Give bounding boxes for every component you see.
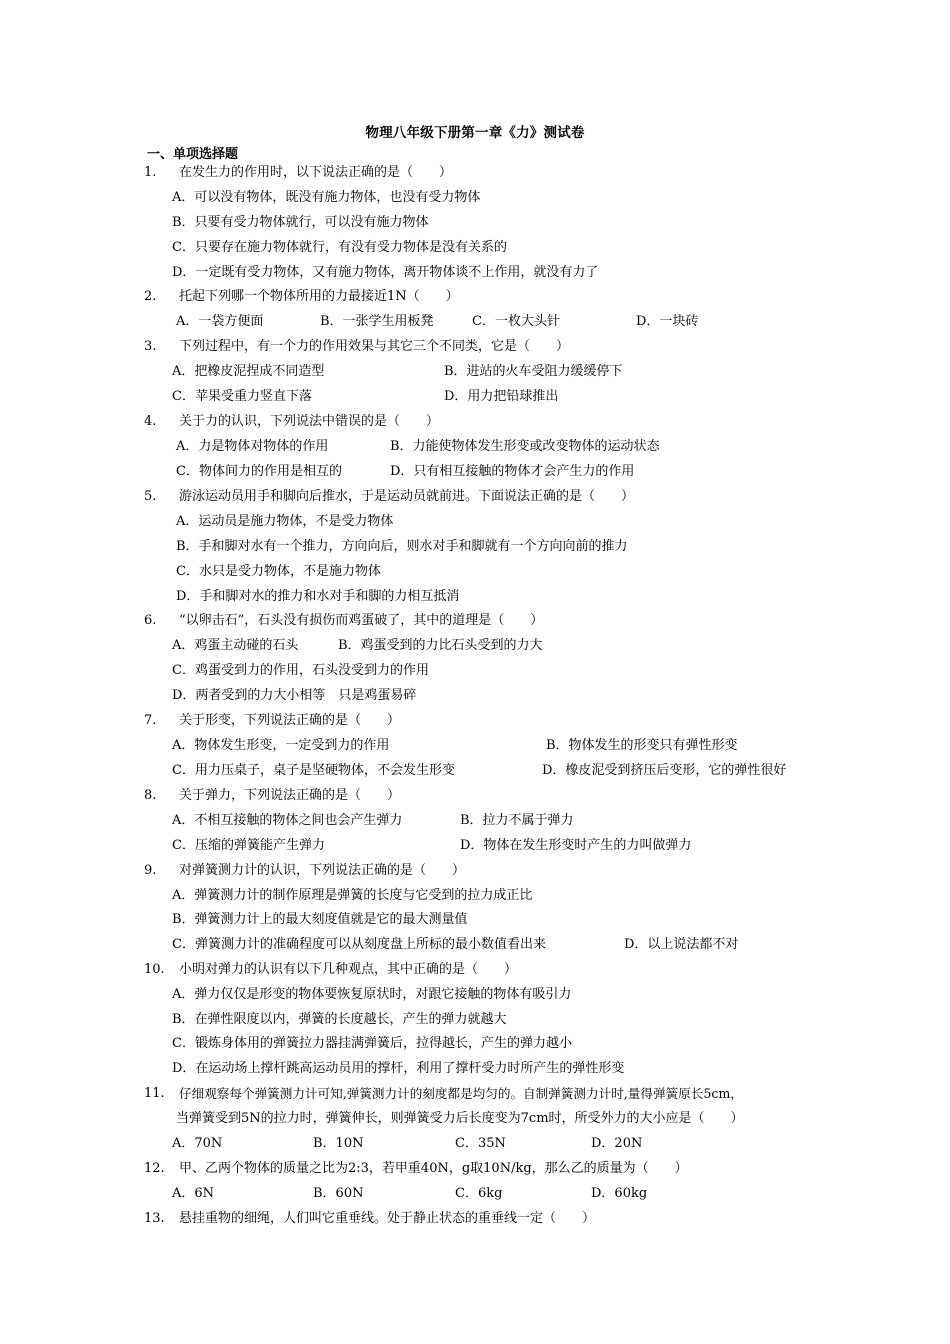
option: D．在运动场上撑杆跳高运动员用的撑杆，利用了撑杆受力时所产生的弹性形变 (172, 1061, 625, 1076)
question-text: 托起下列哪一个物体所用的力最接近1N（ ） (179, 289, 459, 304)
question-text: 对弹簧测力计的认识，下列说法正确的是（ ） (179, 863, 466, 878)
page-title: 物理八年级下册第一章《力》测试卷 (365, 125, 585, 141)
option: C．苹果受重力竖直下落 (172, 389, 312, 404)
option: D．用力把铅球推出 (444, 389, 559, 404)
option: C．只要存在施力物体就行，有没有受力物体是没有关系的 (172, 240, 507, 255)
question-number: 13. (144, 1211, 165, 1226)
question-number: 1. (144, 165, 157, 180)
option: D．橡皮泥受到挤压后变形，它的弹性很好 (542, 763, 787, 778)
option: D．两者受到的力大小相等 只是鸡蛋易碎 (172, 688, 417, 703)
option: D．60kg (591, 1186, 648, 1201)
question-text: “以卵击石”，石头没有损伤而鸡蛋破了，其中的道理是（ ） (179, 613, 544, 628)
option: D．手和脚对水的推力和水对手和脚的力相互抵消 (176, 589, 460, 604)
question-text: 关于力的认识，下列说法中错误的是（ ） (179, 414, 440, 429)
option: C．锻炼身体用的弹簧拉力器挂满弹簧后，拉得越长，产生的弹力越小 (172, 1036, 572, 1051)
question-text: 关于形变，下列说法正确的是（ ） (179, 713, 401, 728)
option: B．只要有受力物体就行，可以没有施力物体 (172, 215, 429, 230)
option: A．力是物体对物体的作用 (176, 439, 329, 454)
option: A．物体发生形变，一定受到力的作用 (172, 738, 390, 753)
option: C．6kg (455, 1186, 503, 1201)
question-text: 关于弹力，下列说法正确的是（ ） (179, 788, 401, 803)
option: C．弹簧测力计的准确程度可以从刻度盘上所标的最小数值看出来 (172, 937, 546, 952)
option: C．压缩的弹簧能产生弹力 (172, 838, 325, 853)
option: B．拉力不属于弹力 (460, 813, 574, 828)
question-number: 9. (144, 863, 157, 878)
option: A．弹力仅仅是形变的物体要恢复原状时，对跟它接触的物体有吸引力 (172, 987, 572, 1002)
option: C．一枚大头针 (472, 314, 560, 329)
option: B．在弹性限度以内，弹簧的长度越长，产生的弹力就越大 (172, 1012, 507, 1027)
option: B．手和脚对水有一个推力，方向向后，则水对手和脚就有一个方向向前的推力 (176, 539, 628, 554)
option: A．一袋方便面 (176, 314, 264, 329)
option: B．鸡蛋受到的力比石头受到的力大 (338, 638, 543, 653)
option: C．物体间力的作用是相互的 (176, 464, 342, 479)
option: D．物体在发生形变时产生的力叫做弹力 (460, 838, 692, 853)
question-text: 仔细观察每个弹簧测力计可知,弹簧测力计的刻度都是均匀的。自制弹簧测力计时,量得弹簧原长5cm， (179, 1086, 743, 1101)
question-text: 在发生力的作用时，以下说法正确的是（ ） (179, 165, 453, 180)
question-text-continued: 当弹簧受到5N的拉力时，弹簧伸长，则弹簧受力后长度变为7cm时，所受外力的大小应是（ ） (176, 1111, 744, 1126)
option: C．用力压桌子，桌子是坚硬物体，不会发生形变 (172, 763, 455, 778)
question-number: 8. (144, 788, 157, 803)
section-heading: 一、单项选择题 (147, 147, 239, 162)
option: B．力能使物体发生形变或改变物体的运动状态 (390, 439, 660, 454)
option: A．把橡皮泥捏成不同造型 (172, 364, 325, 379)
option: C．鸡蛋受到力的作用，石头没受到力的作用 (172, 663, 429, 678)
question-number: 6. (144, 613, 157, 628)
question-text: 甲、乙两个物体的质量之比为2:3，若甲重40N，g取10N/kg，那么乙的质量为（ ） (179, 1161, 688, 1176)
option: A．6N (172, 1186, 215, 1201)
option: D．一块砖 (636, 314, 699, 329)
question-text: 悬挂重物的细绳，人们叫它重垂线。处于静止状态的重垂线一定（ ） (179, 1211, 596, 1226)
option: B．60N (313, 1186, 364, 1201)
option: B．一张学生用板凳 (320, 314, 434, 329)
option: C．水只是受力物体，不是施力物体 (176, 564, 381, 579)
option: B．进站的火车受阻力缓缓停下 (444, 364, 623, 379)
question-number: 10. (144, 962, 165, 977)
question-number: 4. (144, 414, 157, 429)
option: A．运动员是施力物体，不是受力物体 (176, 514, 394, 529)
option: C．35N (455, 1136, 506, 1151)
question-text: 下列过程中，有一个力的作用效果与其它三个不同类，它是（ ） (179, 339, 570, 354)
question-text: 游泳运动员用手和脚向后推水，于是运动员就前进。下面说法正确的是（ ） (179, 489, 635, 504)
option: A．不相互接触的物体之间也会产生弹力 (172, 813, 403, 828)
option: B．10N (313, 1136, 364, 1151)
option: B．弹簧测力计上的最大刻度值就是它的最大测量值 (172, 912, 468, 927)
option: A．70N (172, 1136, 223, 1151)
question-number: 5. (144, 489, 157, 504)
option: B．物体发生的形变只有弹性形变 (546, 738, 738, 753)
option: A．可以没有物体，既没有施力物体，也没有受力物体 (172, 190, 481, 205)
question-number: 12. (144, 1161, 165, 1176)
question-number: 3. (144, 339, 157, 354)
question-number: 11. (144, 1086, 165, 1101)
question-number: 7. (144, 713, 157, 728)
option: D．以上说法都不对 (624, 937, 739, 952)
option: A．弹簧测力计的制作原理是弹簧的长度与它受到的拉力成正比 (172, 888, 533, 903)
question-text: 小明对弹力的认识有以下几种观点，其中正确的是（ ） (179, 962, 518, 977)
option: D．只有相互接触的物体才会产生力的作用 (390, 464, 635, 479)
option: A．鸡蛋主动碰的石头 (172, 638, 299, 653)
option: D．一定既有受力物体，又有施力物体，离开物体谈不上作用，就没有力了 (172, 265, 599, 280)
question-number: 2. (144, 289, 157, 304)
option: D．20N (591, 1136, 643, 1151)
